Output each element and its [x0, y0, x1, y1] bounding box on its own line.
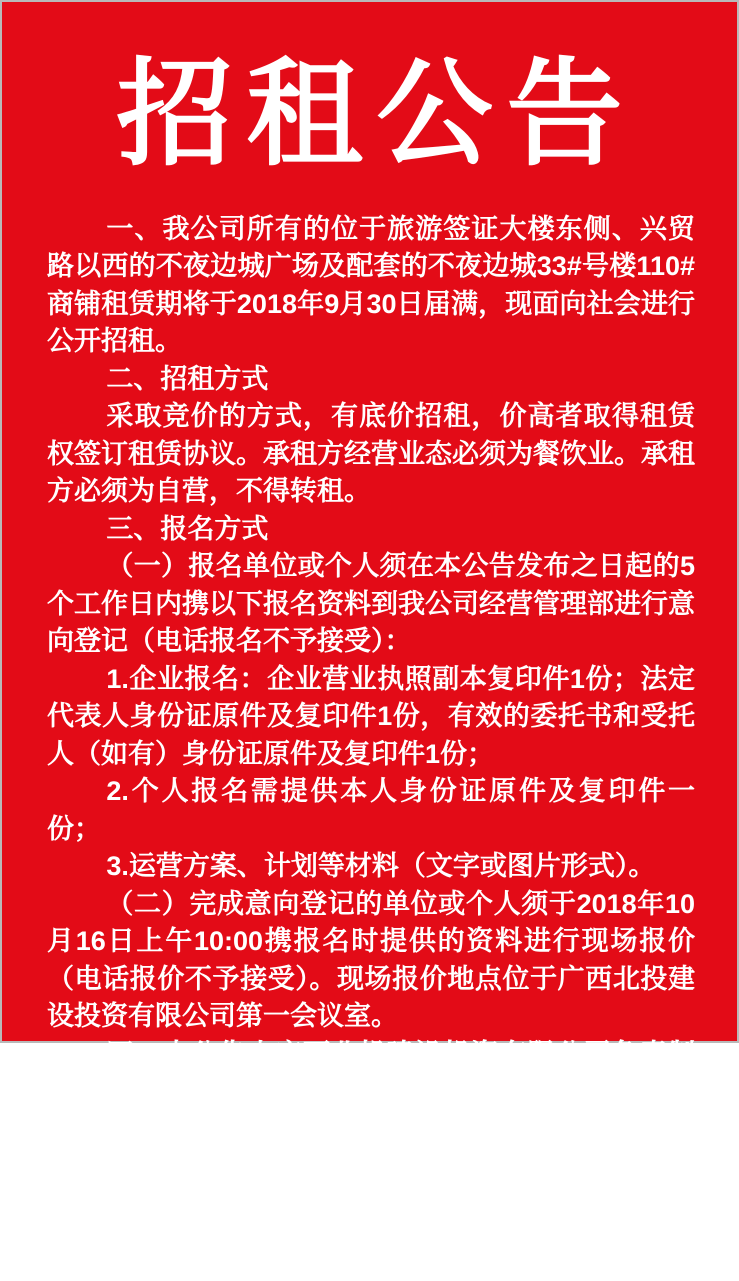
paragraph-intro: 一、我公司所有的位于旅游签证大楼东侧、兴贸路以西的不夜边城广场及配套的不夜边城33#号楼110#商铺租赁期将于2018年9月30日届满，现面向社会进行公开招租。: [47, 213, 695, 357]
contact-info: 联系人：李先生 联系电话：0770-6291633: [106, 1151, 632, 1182]
section-heading-rental-method: 二、招租方式: [106, 363, 269, 394]
poster-title: 招租公告: [116, 52, 637, 180]
paragraph-individual-registration: 2.个人报名需提供本人身份证原件及复印件一份；: [47, 776, 695, 844]
paragraph-bidding: （二）完成意向登记的单位或个人须于2018年10月16日上午10:00携报名时提供的资料进行现场报价（电话报价不予接受）。现场报价地点位于广西北投建设投资有限公司第一会议室。: [47, 888, 695, 1032]
poster-body: [2, 211, 737, 1186]
section-heading-registration: 三、报名方式: [106, 513, 269, 544]
signature-block: [357, 1206, 681, 1281]
paragraph-interpretation-rights: 四、本公告由广西北投建设投资有限公司负责制定、修改，最终解释权属于广西北投建设投资有限公司。: [47, 1038, 695, 1144]
signature-date: 2018年9月30日: [425, 1246, 613, 1277]
paragraph-rental-method: 采取竞价的方式，有底价招租，价高者取得租赁权签订租赁协议。承租方经营业态必须为餐饮业。承租方必须为自营，不得转租。: [47, 401, 695, 507]
paragraph-registration-1: （一）报名单位或个人须在本公告发布之日起的5个工作日内携以下报名资料到我公司经营管理部进行意向登记（电话报名不予接受）：: [47, 551, 695, 657]
paragraph-enterprise-registration: 1.企业报名：企业营业执照副本复印件1份；法定代表人身份证原件及复印件1份，有效的委托书和受托人（如有）身份证原件及复印件1份；: [47, 663, 695, 769]
paragraph-operation-plan: 3.运营方案、计划等材料（文字或图片形式）。: [106, 851, 656, 882]
signature-company: 广西北投建设投资有限公司: [357, 1208, 681, 1239]
